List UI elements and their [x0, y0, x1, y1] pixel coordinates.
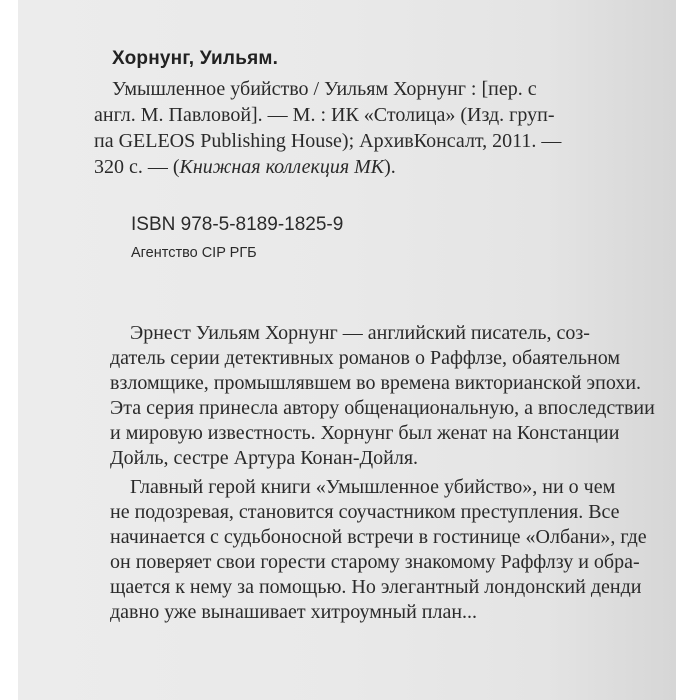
cip-agency: Агентство CIP РГБ [131, 245, 257, 261]
biblio-line-1: Умышленное убийство / Уильям Хорнунг : [пер. с [112, 78, 537, 100]
annotation-line: щается к нему за помощью. Но элегантный лондонский денди [110, 576, 642, 598]
series-title: Книжная коллекция МК [179, 156, 385, 178]
pages-series-suffix: ). [384, 156, 396, 178]
annotation-line: Эрнест Уильям Хорнунг — английский писатель, соз- [130, 322, 590, 344]
author-heading: Хорнунг, Уильям. [112, 48, 279, 69]
annotation-line: Эта серия принесла автору общенациональную, а впоследствии [110, 397, 655, 419]
annotation-line: не подозревая, становится соучастником преступления. Все [110, 501, 620, 523]
annotation-line: он поверяет свои горести старому знакомому Раффлзу и обра- [110, 551, 640, 573]
biblio-line-4 [94, 154, 692, 180]
annotation-line: и мировую известность. Хорнунг был женат на Констанции [110, 422, 620, 444]
annotation-line: Главный герой книги «Умышленное убийство», ни о чем [130, 476, 616, 498]
pages-series-prefix: 320 с. — ( [94, 156, 180, 178]
isbn-number: ISBN 978-5-8189-1825-9 [131, 214, 344, 235]
annotation-line: взломщике, промышлявшем во времена викторианской эпохи. [110, 372, 642, 394]
biblio-line-3: па GELEOS Publishing House); АрхивКонсалт, 2011. — [94, 130, 562, 152]
annotation [110, 321, 700, 625]
biblio-line-2: англ. М. Павловой]. — М. : ИК «Столица» (Изд. груп- [94, 104, 555, 126]
annotation-line: Дойль, сестре Артура Конан-Дойля. [110, 447, 419, 469]
annotation-line: начинается с судьбоносной встречи в гостинице «Олбани», где [110, 526, 647, 548]
annotation-line: датель серии детективных романов о Раффлзе, обаятельном [110, 347, 620, 369]
bibliographic-record [94, 48, 692, 180]
annotation-line: давно уже вынашивает хитроумный план... [110, 601, 478, 623]
